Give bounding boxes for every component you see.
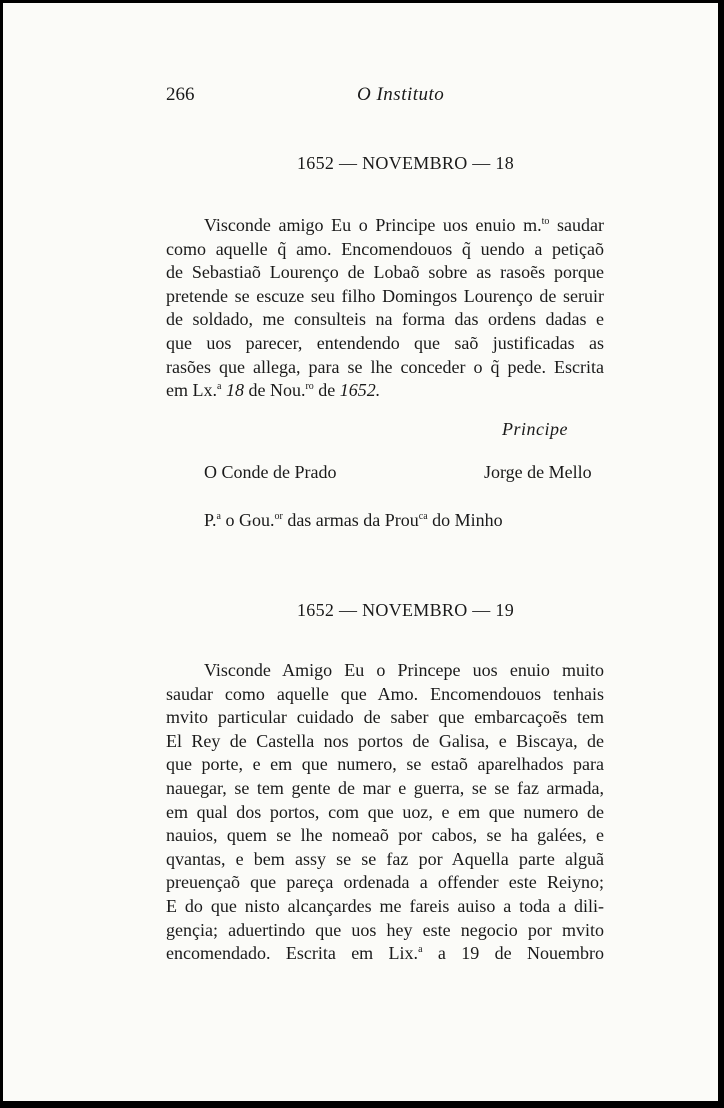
document-page xyxy=(3,3,718,1101)
cosigner-conde-de-prado: O Conde de Prado xyxy=(204,462,337,482)
letter2-line-5: que porte, e em que numero, se estaõ aparelhados para xyxy=(166,754,604,775)
letter2-line-7: em qual dos portos, com que uoz, e em que numero de xyxy=(166,801,604,822)
page-number: 266 xyxy=(166,84,195,105)
letter1-line-6: que uos parecer, entendendo que saõ justificadas as xyxy=(166,332,604,353)
letter2-line-12: gençia; aduertindo que uos hey este negocio por mvito xyxy=(166,919,604,940)
letter1-line-7: rasões que allega, para se lhe conceder o q̃ pede. Escrita xyxy=(166,356,604,377)
letter2-line-4: El Rey de Castella nos portos de Galisa, e Biscaya, de xyxy=(166,730,604,751)
letter2-date: 1652 — NOVEMBRO — 19 xyxy=(297,600,515,620)
letter2-line-10: preuençaõ que pareça ordenada a offender este Reiyno; xyxy=(166,872,604,893)
letter1-line-4: pretende se escuze seu filho Domingos Lourenço de seruir xyxy=(166,285,604,306)
letter2-line-13: encomendado. Escrita em Lix.$^a$ a 19 de Nouembro xyxy=(166,943,604,964)
letter1-line-2: como aquelle q̃ amo. Encomendouos q̃ uendo a petiçaõ xyxy=(166,238,604,259)
cosigner-jorge-de-mello: Jorge de Mello xyxy=(484,462,592,482)
letter2-line-8: nauios, quem se lhe nomeaõ por cabos, se ha galées, e xyxy=(166,825,604,846)
letter2-line-11: E do que nisto alcançardes me fareis auiso a toda a dili- xyxy=(166,895,604,916)
letter1-line-3: de Sebastiaõ Lourenço de Lobaõ sobre as rasoẽs porque xyxy=(166,262,604,283)
letter2-line-6: nauegar, se tem gente de mar e guerra, se se faz armada, xyxy=(166,777,604,798)
letter2-line-2: saudar como aquelle que Amo. Encomendouos tenhais xyxy=(166,683,604,704)
letter2-body xyxy=(166,659,604,966)
letter1-date: 1652 — NOVEMBRO — 18 xyxy=(297,153,515,173)
letter1-line-5: de soldado, me consulteis na forma das ordens dadas e xyxy=(166,309,604,330)
signature-principe: Principe xyxy=(502,419,568,439)
letter2-line-9: qvantas, e bem assy se se faz por Aquella parte alguã xyxy=(166,848,604,869)
letter1-line-8: em Lx.$^a$ 18 de Nou.$^{ro}$ de 1652. xyxy=(166,380,381,401)
letter1-line-1: Visconde amigo Eu o Principe uos enuio m.$^{to}$ saudar xyxy=(204,215,604,235)
running-title: O Instituto xyxy=(357,84,445,105)
letter2-line-1: Visconde Amigo Eu o Princepe uos enuio muito xyxy=(204,660,604,680)
letter1-body xyxy=(166,214,604,403)
letter1-address: P.$^a$ o Gou.$^{or}$ das armas da Prou$^{ca}$ do Minho xyxy=(204,510,503,530)
letter2-line-3: mvito particular cuidado de saber que embarcaçoẽs tem xyxy=(166,707,604,728)
